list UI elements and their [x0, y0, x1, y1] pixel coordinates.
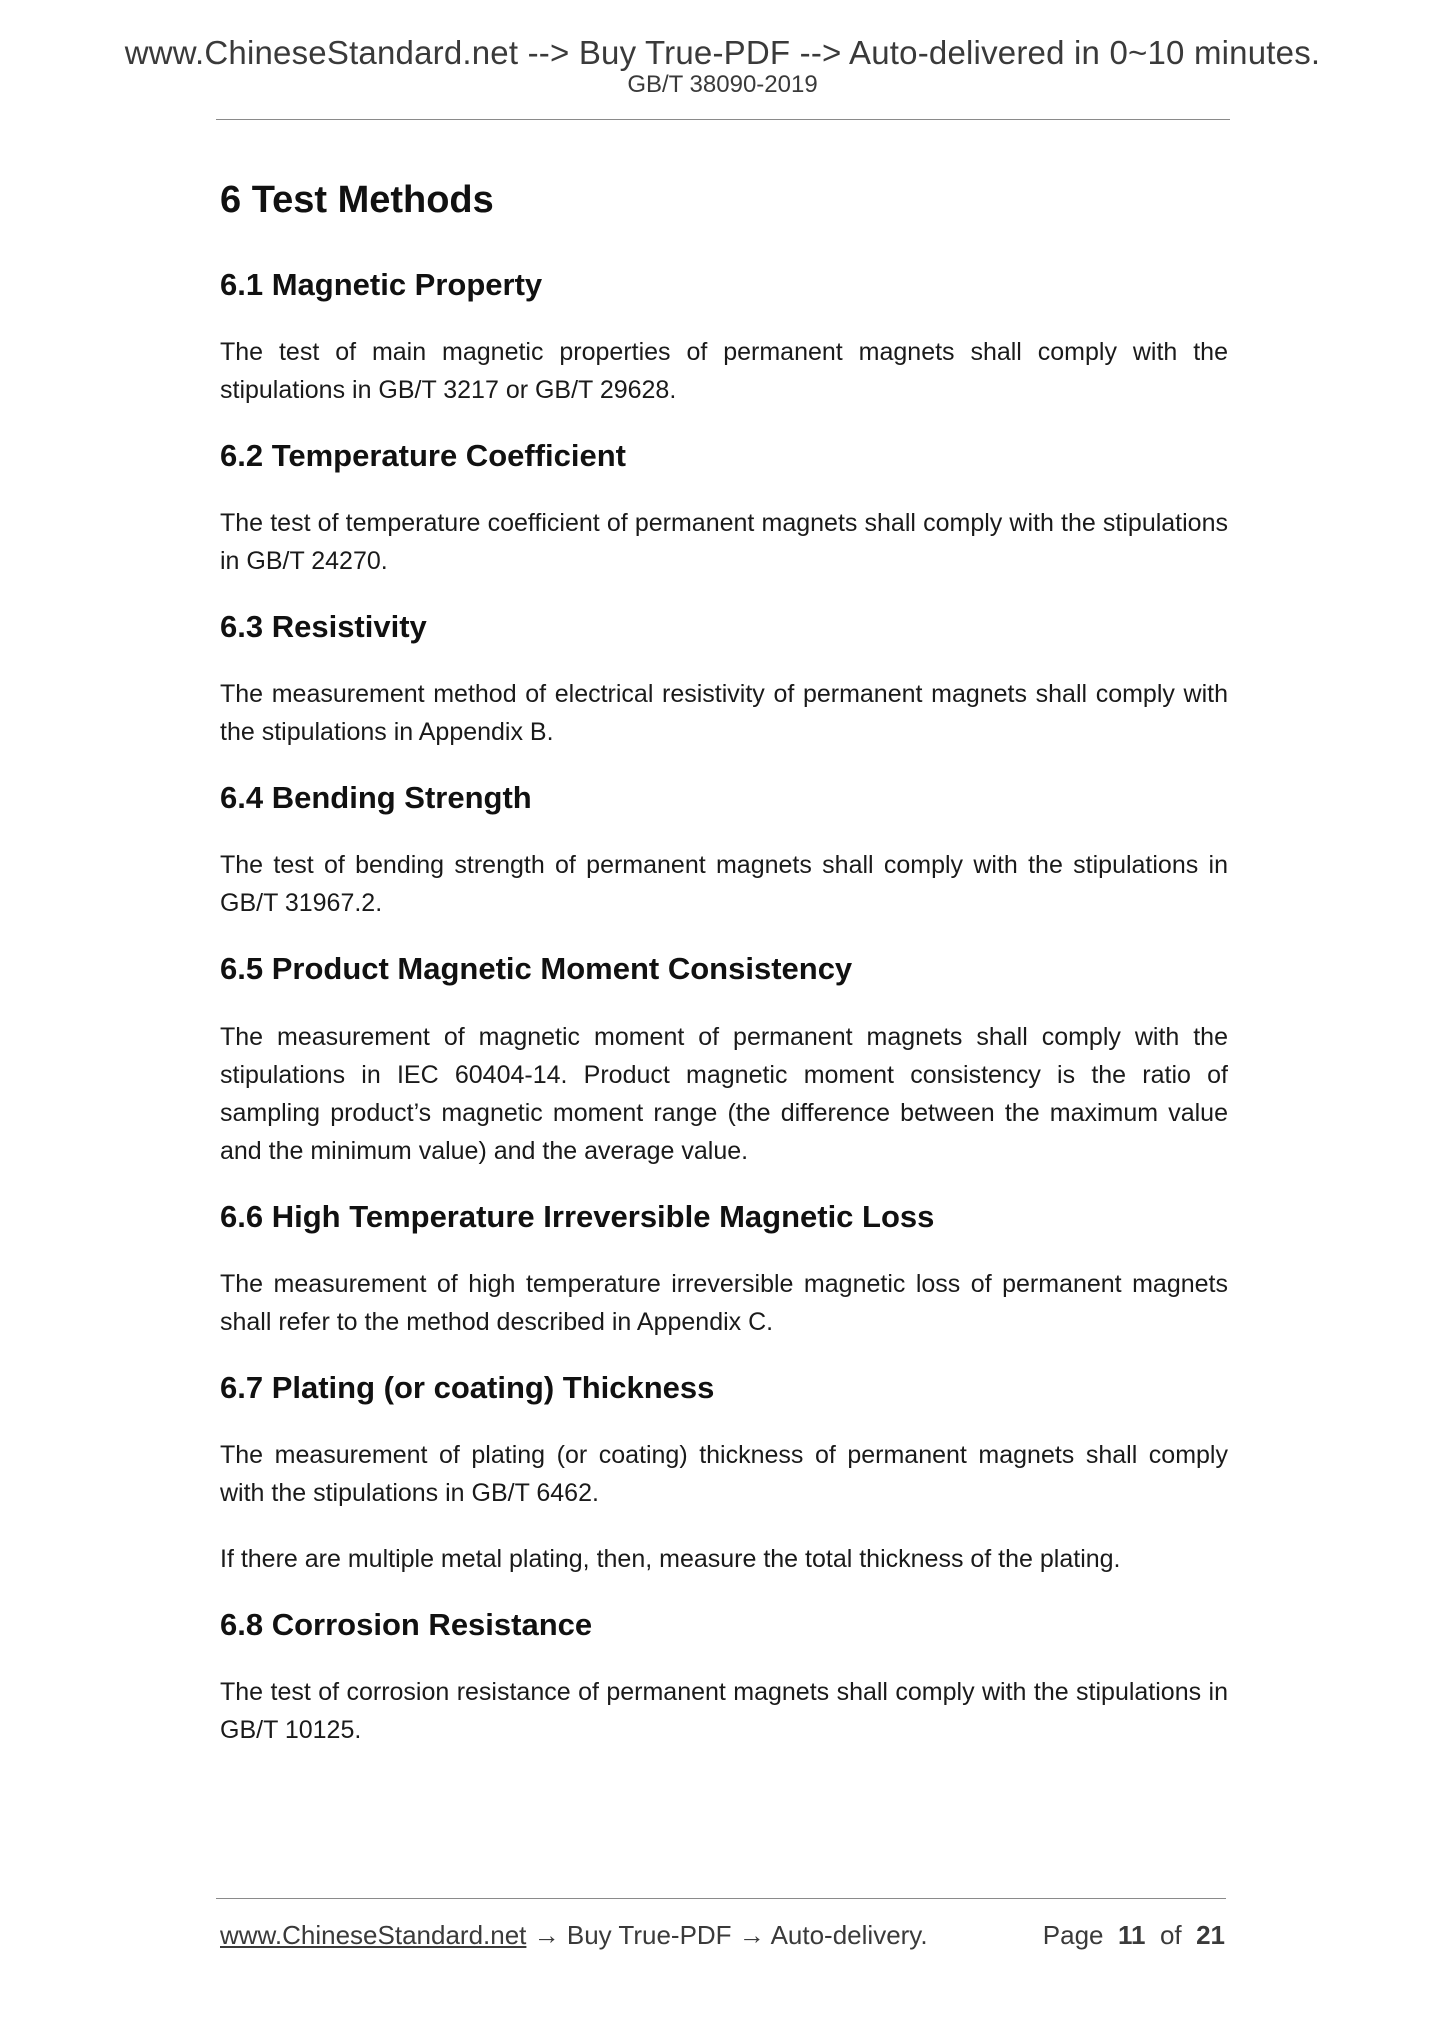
header-divider: [216, 119, 1230, 120]
section-paragraph: The measurement of high temperature irreversible magnetic loss of permanent magnets shall refer to the method described in Appendix C.: [220, 1269, 1228, 1336]
section-6-6: [220, 1198, 1228, 1341]
page-indicator: [1043, 1920, 1225, 1951]
section-6-4: [220, 779, 1228, 922]
section-title: 6.1 Magnetic Property: [220, 266, 543, 302]
section-6-3: [220, 608, 1228, 751]
section-title: 6.4 Bending Strength: [220, 780, 532, 816]
section-paragraph: If there are multiple metal plating, then, measure the total thickness of the plating.: [220, 1544, 1121, 1573]
section-title: 6.3 Resistivity: [220, 608, 427, 644]
section-title: 6.5 Product Magnetic Moment Consistency: [220, 951, 853, 987]
footer-divider: [216, 1898, 1226, 1899]
top-banner: www.ChineseStandard.net --> Buy True-PDF --> Auto-delivered in 0~10 minutes.: [124, 34, 1321, 71]
section-6-2: [220, 437, 1228, 580]
section-paragraph: The test of bending strength of permanent magnets shall comply with the stipulations in GB/T 31967.2.: [220, 851, 1228, 918]
section-title: 6.7 Plating (or coating) Thickness: [220, 1369, 715, 1405]
section-title: 6.2 Temperature Coefficient: [220, 437, 626, 473]
section-paragraph: The measurement method of electrical resistivity of permanent magnets shall comply with the stipulations in Appendix B.: [220, 680, 1228, 747]
section-6-5: [220, 950, 1228, 1169]
section-paragraph: The test of temperature coefficient of permanent magnets shall comply with the stipulations in GB/T 24270.: [220, 508, 1228, 575]
section-title: 6.6 High Temperature Irreversible Magnetic Loss: [220, 1198, 935, 1234]
page-body: [220, 178, 1228, 1777]
section-paragraph: The test of main magnetic properties of permanent magnets shall comply with the stipulations in GB/T 3217 or GB/T 29628.: [220, 337, 1228, 404]
section-title: 6.8 Corrosion Resistance: [220, 1606, 593, 1642]
of-label: of: [1159, 1920, 1182, 1950]
total-pages: 21: [1196, 1920, 1225, 1950]
section-6-1: [220, 266, 1228, 409]
footer-website-link[interactable]: www.ChineseStandard.net: [220, 1920, 527, 1950]
footer-tagline: → Buy True-PDF → Auto-delivery.: [526, 1920, 928, 1950]
chapter-title: 6 Test Methods: [220, 179, 494, 221]
section-paragraph: The test of corrosion resistance of permanent magnets shall comply with the stipulations in GB/T 10125.: [220, 1678, 1228, 1745]
page-number: 11: [1117, 1920, 1146, 1950]
section-paragraph: The measurement of magnetic moment of permanent magnets shall comply with the stipulations in IEC 60404-14. Product magnetic moment consistency is the ratio of sampling product’s magnetic moment range (the difference between the maximum value and the minimum value) and the average value.: [220, 1022, 1228, 1165]
standard-code: GB/T 38090-2019: [627, 71, 818, 98]
section-6-8: [220, 1606, 1228, 1749]
page-footer: [220, 1920, 1225, 1951]
section-6-7: [220, 1369, 1228, 1578]
section-paragraph: The measurement of plating (or coating) thickness of permanent magnets shall comply with the stipulations in GB/T 6462.: [220, 1440, 1228, 1507]
page-label: Page: [1042, 1920, 1104, 1950]
